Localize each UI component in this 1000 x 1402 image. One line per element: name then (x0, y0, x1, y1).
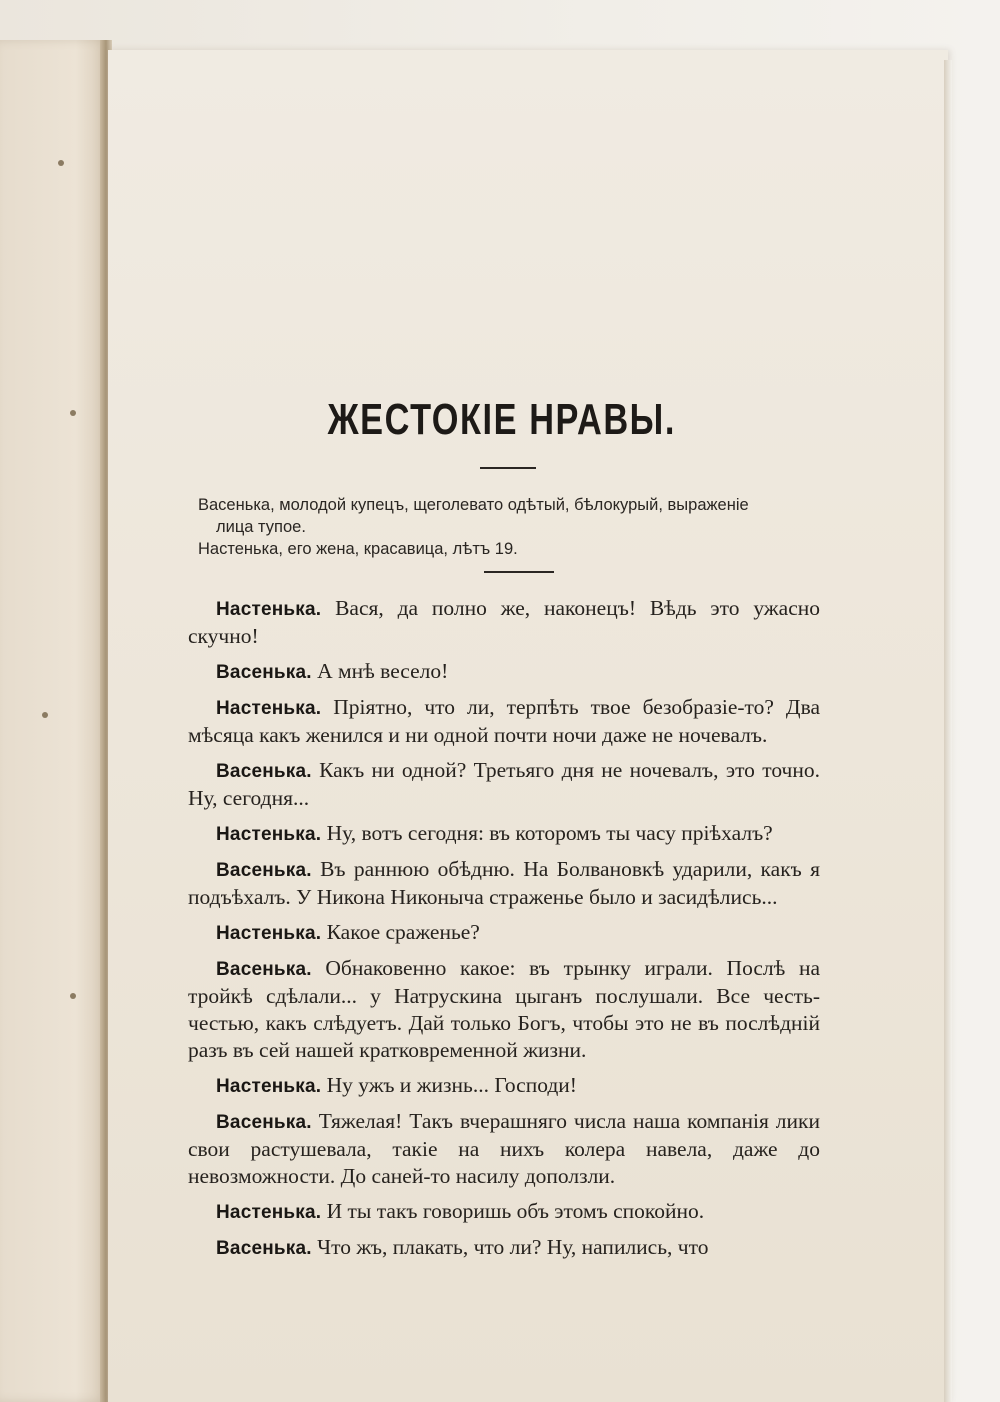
speaker-name: Васенька. (216, 761, 312, 782)
dialogue-line (188, 1198, 820, 1226)
cast-description: молодой купецъ, щеголевато одѣтый, бѣлокурый, выраженіе (279, 496, 749, 514)
dialogue-line (188, 757, 820, 812)
speech-text: Какъ ни одной? Третьяго дня не ночевалъ, это точно. Ну, сегодня... (188, 758, 820, 810)
speaker-name: Васенька. (216, 959, 312, 980)
cast-description: его жена, красавица, лѣтъ 19. (287, 540, 518, 558)
speech-text: Тяжелая! Такъ вчерашняго числа наша компанія лики свои растушевала, такіе на нихъ колера навела, даже до невозможности. До саней-то насилу доползли. (188, 1109, 820, 1188)
cast-name: Васенька, (198, 496, 275, 514)
speaker-name: Васенька. (216, 860, 312, 881)
speech-text: Вася, да полно же, наконецъ! Вѣдь это ужасно скучно! (188, 596, 820, 648)
speaker-name: Настенька. (216, 599, 322, 620)
speaker-name: Настенька. (216, 923, 322, 944)
speech-text: Ну ужъ и жизнь... Господи! (326, 1073, 577, 1097)
dialogue-line (188, 955, 820, 1064)
speaker-name: Васенька. (216, 662, 312, 683)
title-rule (480, 467, 536, 469)
speech-text: Обнаковенно какое: въ трынку играли. Послѣ на тройкѣ сдѣлали... у Натрускина цыганъ послушали. Все честь-честью, какъ слѣдуетъ. Дай только Богъ, чтобы это не въ послѣдній разъ въ сей нашей кратковременной жизни. (188, 956, 821, 1062)
speech-text: Въ раннюю обѣдню. На Болвановкѣ ударили, какъ я подъѣхалъ. У Никона Никоныча страженье было и засидѣлись... (188, 857, 820, 909)
dialogue-line (188, 1108, 820, 1190)
speaker-name: Васенька. (216, 1238, 312, 1259)
cast-rule (484, 571, 554, 573)
previous-page-edge (0, 40, 108, 1402)
speech-text: Какое сраженье? (326, 920, 480, 944)
dialogue-line (188, 658, 820, 686)
speaker-name: Настенька. (216, 1202, 322, 1223)
cast-entry (198, 538, 828, 560)
dialogue-line (188, 1072, 820, 1100)
dialogue-line (188, 694, 820, 749)
speaker-name: Настенька. (216, 1076, 322, 1097)
cast-description-continued: лица тупое. (216, 518, 306, 536)
dialogue-line (188, 820, 820, 848)
speech-text: И ты такъ говоришь объ этомъ спокойно. (326, 1199, 705, 1223)
speech-text: Что жъ, плакать, что ли? Ну, напились, что (317, 1235, 709, 1259)
dialogue-line (188, 856, 820, 911)
speaker-name: Настенька. (216, 698, 322, 719)
binding-stitch (70, 993, 76, 999)
binding-stitch (58, 160, 64, 166)
dialogue-text (188, 595, 820, 1270)
speaker-name: Настенька. (216, 824, 322, 845)
dialogue-line (188, 595, 820, 650)
binding-stitch (42, 712, 48, 718)
page-title: ЖЕСТОКІЕ НРАВЫ. (327, 395, 676, 444)
dialogue-line (188, 919, 820, 947)
page-edge (944, 60, 952, 1402)
speech-text: А мнѣ весело! (317, 659, 449, 683)
cast-list (198, 494, 828, 560)
speaker-name: Васенька. (216, 1112, 312, 1133)
dialogue-line (188, 1234, 820, 1262)
speech-text: Ну, вотъ сегодня: въ которомъ ты часу пріѣхалъ? (326, 821, 773, 845)
cast-name: Настенька, (198, 540, 283, 558)
speech-text: Пріятно, что ли, терпѣть твое безобразіе-то? Два мѣсяца какъ женился и ни одной почти ночи даже не ночевалъ. (188, 695, 821, 747)
binding-stitch (70, 410, 76, 416)
cast-entry (198, 494, 828, 516)
